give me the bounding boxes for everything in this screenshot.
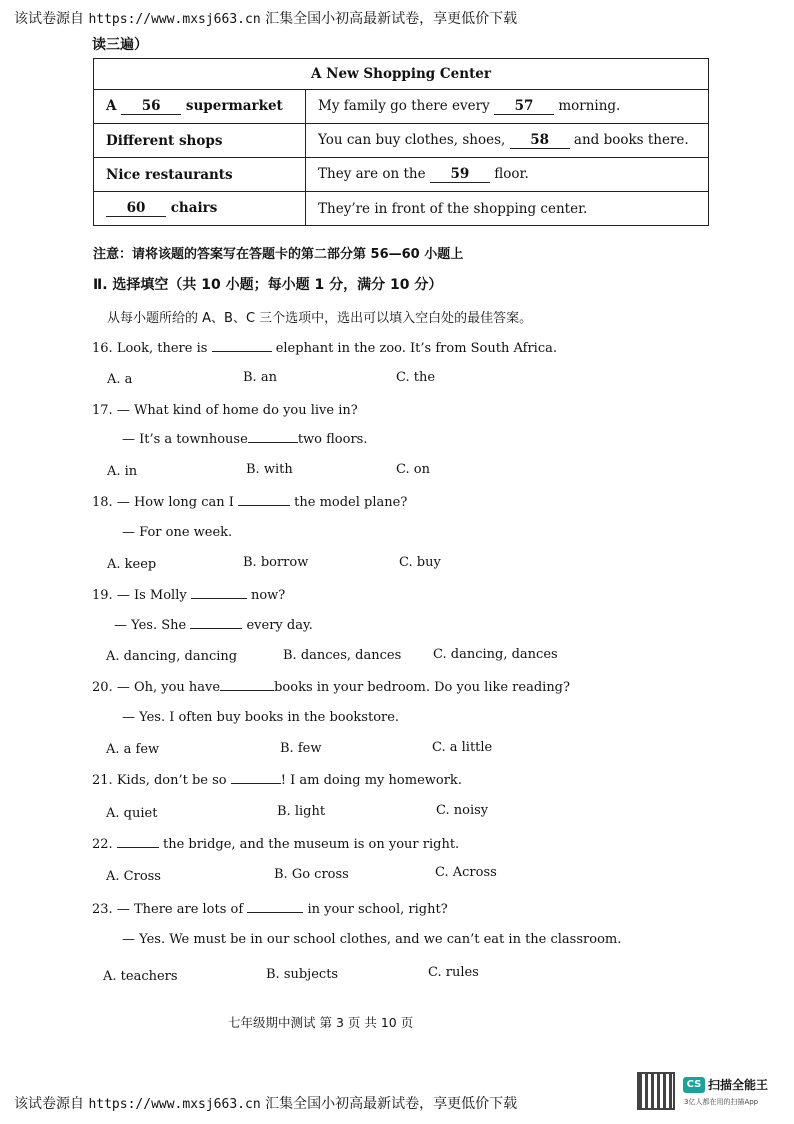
question-text: — Is Molly: [116, 588, 187, 603]
answer-blank: [238, 505, 290, 506]
question-number: 18.: [92, 495, 113, 510]
option-c: C. dancing, dances: [433, 647, 558, 662]
question-text: — It’s a townhouse: [122, 432, 248, 447]
question-text: — There are lots of: [116, 902, 244, 917]
section-title: Ⅱ. 选择填空（共 10 小题；每小题 1 分，满分 10 分）: [93, 277, 443, 293]
question-text: now?: [250, 588, 286, 603]
option-c: C. the: [396, 370, 436, 385]
blank-59: 59: [430, 166, 490, 183]
question-text: two floors.: [297, 432, 368, 447]
question-20: [92, 680, 570, 695]
option-a: A. dancing, dancing: [106, 649, 238, 664]
table-row: [94, 192, 709, 226]
question-text: elephant in the zoo. It’s from South Africa.: [275, 341, 557, 356]
question-23-line-2: — Yes. We must be in our school clothes, and we can’t eat in the classroom.: [122, 932, 622, 947]
option-c: C. Across: [435, 865, 497, 880]
question-text: — Yes. She: [114, 618, 187, 633]
option-c: C. buy: [399, 555, 441, 570]
question-number: 21.: [92, 773, 113, 788]
table-cell-right: [306, 158, 709, 192]
answer-blank: [248, 442, 298, 443]
question-19: [92, 588, 285, 603]
question-text: in your school, right?: [307, 902, 448, 917]
question-17: [92, 403, 358, 418]
footer-prefix: 该试卷源自: [14, 1096, 84, 1112]
cell-text: and books there.: [573, 132, 689, 148]
option-a: A. a: [107, 372, 133, 387]
question-text: the model plane?: [294, 495, 408, 510]
table-row: [94, 158, 709, 192]
cell-text: A: [106, 98, 117, 114]
option-c: C. rules: [428, 965, 479, 980]
question-number: 16.: [92, 341, 113, 356]
question-text: Kids, don’t be so: [116, 773, 227, 788]
scanner-app-tagline: 3亿人都在用的扫描App: [684, 1098, 759, 1106]
answer-blank: [220, 690, 274, 691]
option-b: B. dances, dances: [283, 648, 402, 663]
question-20-line-2: — Yes. I often buy books in the bookstore.: [122, 710, 400, 725]
cell-text: They’re in front of the shopping center.: [318, 200, 588, 217]
table-cell-left: [94, 158, 306, 192]
cell-text: supermarket: [185, 98, 283, 114]
option-b: B. an: [243, 370, 277, 385]
question-text: ! I am doing my homework.: [280, 773, 462, 788]
cell-text: Nice restaurants: [106, 166, 233, 183]
question-23: [92, 902, 448, 917]
question-number: 19.: [92, 588, 113, 603]
answer-blank: [190, 628, 242, 629]
header-url[interactable]: https://www.mxsj663.cn: [88, 12, 261, 27]
cell-text: Different shops: [106, 132, 223, 149]
footer-url[interactable]: https://www.mxsj663.cn: [88, 1097, 261, 1112]
cell-text: floor.: [494, 166, 529, 182]
continued-text: 读三遍）: [92, 37, 148, 53]
option-b: B. few: [280, 741, 322, 756]
option-a: A. Cross: [106, 869, 161, 884]
section-instruction: 从每小题所给的 A、B、C 三个选项中，选出可以填入空白处的最佳答案。: [107, 311, 533, 326]
question-19-line-2: [114, 618, 313, 633]
page-number-footer: 七年级期中测试 第 3 页 共 10 页: [228, 1015, 414, 1030]
blank-58: 58: [510, 132, 570, 149]
question-18: [92, 495, 407, 510]
question-17-line-2: [122, 432, 367, 447]
question-text: Look, there is: [116, 341, 208, 356]
table-cell-left: [94, 124, 306, 158]
question-18-line-2: — For one week.: [122, 525, 233, 540]
qr-code-icon: [637, 1072, 675, 1110]
question-number: 22.: [92, 837, 113, 852]
blank-56: 56: [121, 98, 181, 115]
answer-blank: [117, 847, 159, 848]
table-cell-left: [94, 90, 306, 124]
cell-text: They are on the: [318, 166, 426, 182]
camscanner-logo-icon: CS: [683, 1077, 705, 1093]
cell-text: chairs: [170, 200, 218, 216]
page-footer: [14, 1093, 517, 1113]
option-c: C. noisy: [436, 803, 489, 818]
option-b: B. Go cross: [274, 867, 349, 882]
answer-blank: [191, 598, 247, 599]
table-row: [94, 124, 709, 158]
page-header: [14, 8, 517, 28]
header-suffix: 汇集全国小初高最新试卷，享更低价下载: [265, 11, 518, 27]
option-c: C. on: [396, 462, 430, 477]
question-number: 20.: [92, 680, 113, 695]
option-c: C. a little: [432, 740, 493, 755]
option-b: B. light: [277, 804, 326, 819]
option-a: A. a few: [106, 742, 160, 757]
shopping-center-table: [93, 58, 709, 226]
question-22: [92, 837, 459, 852]
option-a: A. quiet: [106, 806, 158, 821]
cell-text: morning.: [558, 98, 621, 114]
option-b: B. with: [246, 462, 293, 477]
question-text: the bridge, and the museum is on your right.: [162, 837, 460, 852]
answer-blank: [212, 351, 272, 352]
option-a: A. keep: [107, 557, 157, 572]
question-text: — Oh, you have: [116, 680, 221, 695]
question-21: [92, 773, 462, 788]
cell-text: You can buy clothes, shoes,: [318, 132, 506, 148]
table-cell-right: [306, 124, 709, 158]
blank-57: 57: [494, 98, 554, 115]
option-a: A. teachers: [103, 969, 178, 984]
answer-blank: [231, 783, 281, 784]
option-b: B. subjects: [266, 967, 339, 982]
table-cell-right: [306, 192, 709, 226]
table-row: [94, 90, 709, 124]
option-b: B. borrow: [243, 555, 309, 570]
question-text: books in your bedroom. Do you like reading?: [274, 680, 570, 695]
option-a: A. in: [107, 464, 138, 479]
table-title: A New Shopping Center: [94, 59, 709, 90]
question-text: — What kind of home do you live in?: [116, 403, 358, 418]
question-text: every day.: [246, 618, 313, 633]
footer-suffix: 汇集全国小初高最新试卷，享更低价下载: [265, 1096, 518, 1112]
answer-blank: [247, 912, 303, 913]
table-cell-left: [94, 192, 306, 226]
blank-60: 60: [106, 200, 166, 217]
cell-text: My family go there every: [318, 98, 490, 114]
table-cell-right: [306, 90, 709, 124]
question-16: [92, 341, 557, 356]
question-number: 17.: [92, 403, 113, 418]
question-text: — How long can I: [116, 495, 234, 510]
question-number: 23.: [92, 902, 113, 917]
answer-note: 注意：请将该题的答案写在答题卡的第二部分第 56—60 小题上: [93, 247, 464, 262]
scanner-app-name: 扫描全能王: [708, 1078, 769, 1092]
header-prefix: 该试卷源自: [14, 11, 84, 27]
